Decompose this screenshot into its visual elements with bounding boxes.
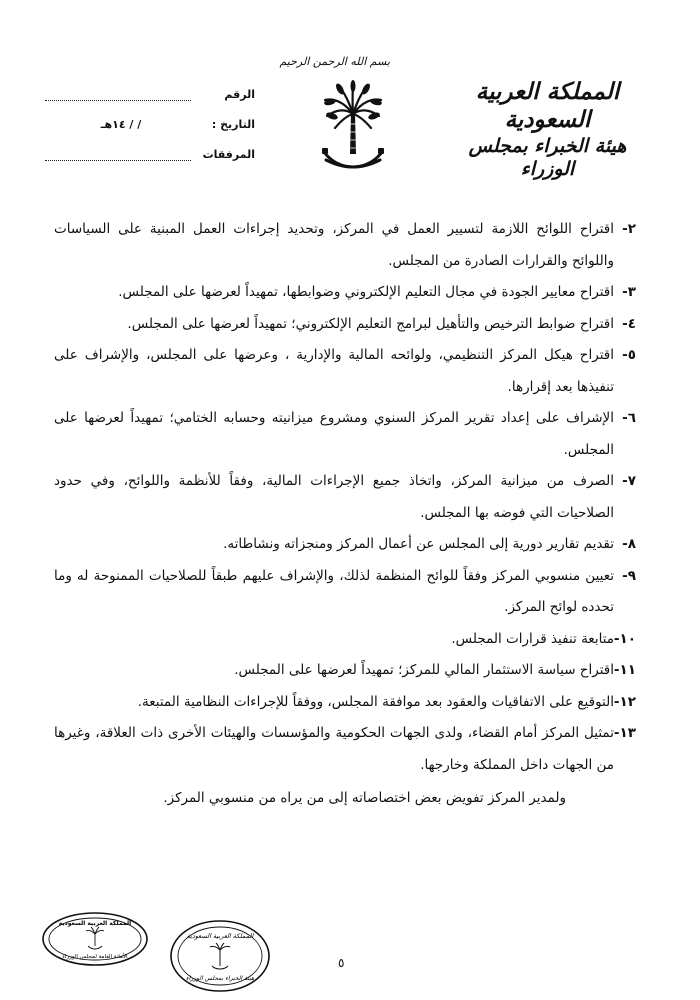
list-item	[54, 529, 636, 561]
item-number: ٨-	[622, 536, 636, 552]
list-item	[54, 624, 636, 656]
closing-paragraph: ولمدير المركز تفويض بعض اختصاصاته إلى من يراه من منسوبي المركز.	[163, 790, 566, 806]
list-item	[54, 403, 636, 466]
item-text: اقتراح هيكل المركز التنظيمي، ولوائحه المالية والإدارية ، وعرضها على المجلس، والإشراف على تنفيذها بعد إقرارها.	[54, 347, 614, 395]
attachments-line	[45, 160, 191, 161]
list-item	[54, 277, 636, 309]
item-text: اقتراح اللوائح اللازمة لتسيير العمل في المركز، وتحديد إجراءات العمل المبنية على السياسات واللوائح والقرارات الصادرة من المجلس.	[54, 221, 614, 269]
page-number: ٥	[338, 956, 345, 970]
list-item	[54, 687, 636, 719]
item-number: ٦-	[622, 410, 636, 426]
list-item	[54, 561, 636, 624]
list-item	[54, 655, 636, 687]
official-stamp-icon	[40, 910, 150, 968]
item-text: متابعة تنفيذ قرارات المجلس.	[451, 630, 614, 647]
item-number: ٢-	[622, 221, 636, 237]
official-stamp-icon	[168, 918, 272, 994]
org-line-1: المملكة العربية السعودية	[475, 78, 620, 133]
item-text: تمثيل المركز أمام القضاء، ولدى الجهات الحكومية والمؤسسات والهيئات الأخرى ذات العلاقة، وغيرها من الجهات داخل المملكة وخارجها.	[54, 725, 614, 773]
basmala: بسم الله الرحمن الرحيم	[279, 55, 390, 68]
date-row	[45, 118, 255, 148]
item-text: تعيين منسوبي المركز وفقاً للوائح المنظمة لذلك، والإشراف عليهم طبقاً للصلاحيات الممنوحة له وما تحدده لوائح المركز.	[54, 567, 614, 615]
item-number: ١١-	[613, 662, 636, 678]
item-text: الإشراف على إعداد تقرير المركز السنوي ومشروع ميزانيته وحسابه الختامي؛ تمهيداً لعرضها على المجلس.	[54, 410, 614, 458]
attachments-row	[45, 148, 255, 178]
stamp2-line1: المملكة العربية السعودية	[186, 932, 254, 940]
list-item	[54, 340, 636, 403]
item-text: التوقيع على الاتفاقيات والعقود بعد موافقة المجلس، ووفقاً للإجراءات النظامية المتبعة.	[137, 693, 614, 710]
list-item	[54, 718, 636, 781]
item-text: الصرف من ميزانية المركز، واتخاذ جميع الإجراءات المالية، وفقاً للأنظمة واللوائح، وفي حدود الصلاحيات التي فوضه بها المجلس.	[54, 473, 614, 521]
attachments-label: المرفقات	[202, 148, 255, 161]
reference-label: الرقم	[224, 88, 255, 101]
item-text: اقتراح ضوابط الترخيص والتأهيل لبرامج التعليم الإلكتروني؛ تمهيداً لعرضها على المجلس.	[127, 315, 614, 332]
item-number: ١٢-	[613, 693, 636, 710]
date-label: التاريخ :	[211, 118, 255, 131]
stamp1-line1: المملكة العربية السعودية	[58, 920, 132, 927]
item-number: ٤-	[622, 315, 636, 332]
document-body	[54, 214, 636, 815]
stamp1-line2: الأمانة العامة لمجلس الوزراء	[62, 954, 128, 960]
item-text: اقتراح سياسة الاستثمار المالي للمركز؛ تمهيداً لعرضها على المجلس.	[234, 662, 614, 678]
item-number: ١٠-	[613, 630, 636, 647]
item-number: ٥-	[622, 347, 636, 363]
list-item	[54, 466, 636, 529]
item-text: اقتراح معايير الجودة في مجال التعليم الإلكتروني وضوابطها، تمهيداً لعرضها على المجلس.	[118, 284, 614, 300]
list-item	[54, 309, 636, 341]
item-number: ٧-	[622, 473, 636, 489]
organization-name	[440, 78, 655, 181]
stamp2-line2: هيئة الخبراء بمجلس الوزراء	[185, 975, 255, 982]
org-line-2: هيئة الخبراء بمجلس الوزراء	[468, 135, 627, 180]
item-number: ٩-	[622, 567, 636, 584]
list-item	[54, 214, 636, 277]
reference-line	[45, 100, 191, 101]
saudi-emblem-icon	[320, 80, 386, 184]
item-text: تقديم تقارير دورية إلى المجلس عن أعمال المركز ومنجزاته ونشاطاته.	[223, 536, 614, 552]
reference-row	[45, 88, 255, 118]
item-number: ١٣-	[613, 725, 636, 741]
date-value: / / ١٤هـ	[100, 118, 142, 131]
reference-block	[45, 88, 255, 178]
item-number: ٣-	[622, 284, 636, 300]
